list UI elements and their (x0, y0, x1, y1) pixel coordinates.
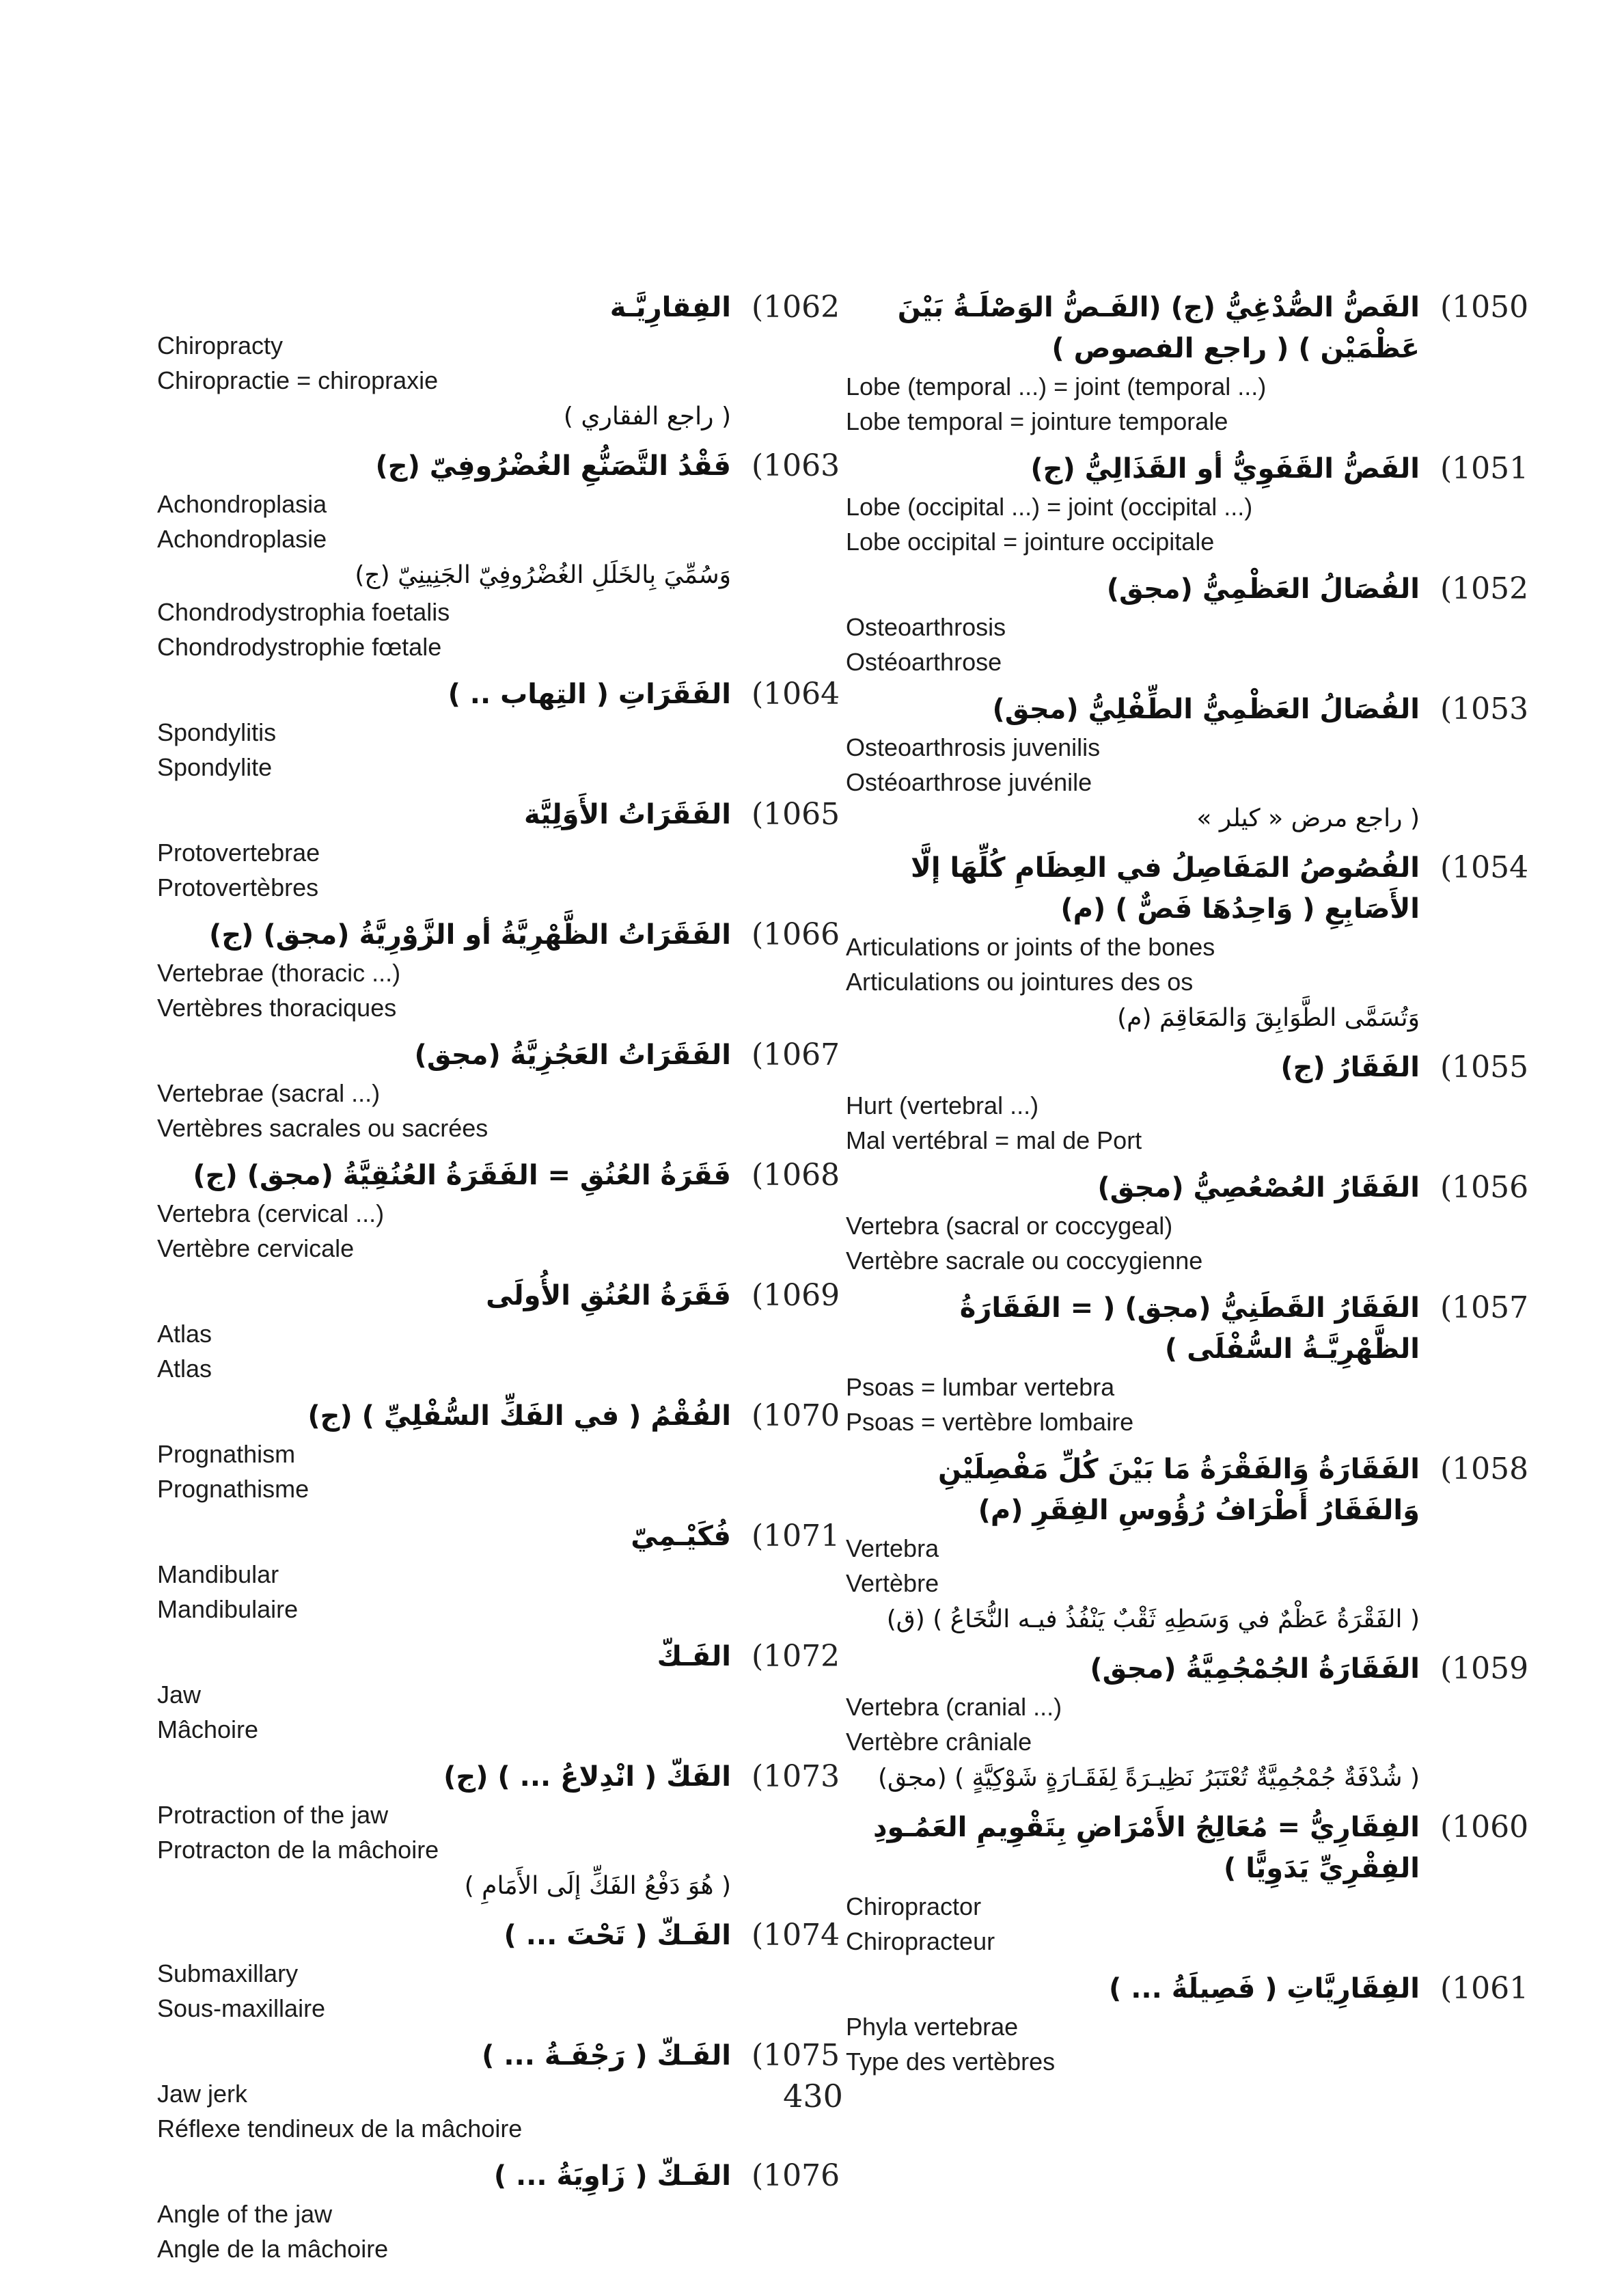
entry-number: (1051 (1440, 451, 1529, 486)
english-term: Vertebra (cervical ...) (157, 1199, 385, 1227)
entry-number: (1067 (752, 1037, 840, 1072)
dictionary-entry (846, 1968, 1543, 2079)
english-term: Achondroplasia (157, 490, 327, 518)
entry-number: (1075 (752, 2038, 840, 2073)
dictionary-entry (157, 674, 854, 785)
english-term: Vertebra (846, 1534, 939, 1562)
french-term: Chondrodystrophie fœtale (157, 633, 442, 661)
arabic-term: الفَـكّ ( رَجْفَـةُ ... ) (482, 2040, 731, 2071)
english-term: Articulations or joints of the bones (846, 933, 1215, 961)
arabic-term: الفَـكّ ( زَاوِيَةُ ... ) (493, 2160, 731, 2192)
french-term: Lobe temporal = jointure temporale (846, 407, 1228, 435)
english-term: Phyla vertebrae (846, 2013, 1019, 2041)
arabic-term: فَقَرَةُ العُنُقِ = الفَقَرَةُ العُنُقِيَّةُ (مجق) (ج) (193, 1160, 731, 1191)
arabic-term: الفِقَارِيَّاتِ ( فَصِيلَةُ ... ) (1109, 1973, 1420, 2004)
french-term: Vertèbre sacrale ou coccygienne (846, 1247, 1203, 1275)
dictionary-entry (157, 794, 854, 905)
entry-number: (1054 (1440, 850, 1529, 885)
entry-number: (1071 (752, 1519, 840, 1553)
entry-number: (1065 (752, 797, 840, 832)
english-term: Osteoarthrosis (846, 613, 1006, 641)
french-term: Vertèbre crâniale (846, 1728, 1032, 1756)
english-term: Lobe (temporal ...) = joint (temporal ...) (846, 372, 1267, 400)
arabic-term: الفَقَارَةُ وَالفَقْرَةُ مَا بَيْنَ كُلِّ مَفْصِلَيْنِ وَالفَقَارُ أَطْرَافُ رُؤُوسِ الفِقَرِ (م) (938, 1454, 1420, 1526)
entry-number: (1076 (752, 2158, 840, 2193)
dictionary-entry (846, 287, 1543, 439)
arabic-term: الفُصَالُ العَظْمِيُّ (مجق) (1106, 573, 1420, 605)
arabic-term: الفَقَرَاتُ الظَّهْرِيَّةُ أو الزَّوْرِيَّةُ (مجق) (ج) (209, 919, 731, 951)
french-term: Chiropractie = chiropraxie (157, 366, 439, 394)
dictionary-entry (157, 287, 854, 436)
entry-number: (1062 (752, 290, 840, 325)
english-term: Protraction of the jaw (157, 1801, 389, 1829)
arabic-term: الفَقَرَاتِ ( التِهاب .. ) (448, 679, 731, 710)
dictionary-entry (846, 448, 1543, 559)
arabic-term: الفَقَرَاتُ الأَوَلِيَّة (524, 799, 731, 830)
dictionary-entry (846, 569, 1543, 679)
french-term: Réflexe tendineux de la mâchoire (157, 2115, 523, 2143)
arabic-term: الفَصُّ القَفَوِيُّ أو القَذَالِيُّ (ج) (1030, 453, 1420, 485)
english-term: Submaxillary (157, 1959, 299, 1987)
arabic-term: الفَصُّ الصُّدْغِيُّ (ج) (الفَـصُّ الوَصْلَـةُ بَيْنَ عَظْمَيْن ) ( راجع الفصوص ) (897, 292, 1420, 364)
entry-number: (1052 (1440, 571, 1529, 606)
dictionary-entry (157, 1035, 854, 1145)
arabic-term: الفُصَالُ العَظْمِيُّ الطِّفْلِيُّ (مجق) (992, 694, 1420, 725)
french-term: Achondroplasie (157, 525, 327, 553)
entry-number: (1070 (752, 1398, 840, 1433)
entry-number: (1063 (752, 448, 840, 483)
arabic-term: الفِقارِيَّـة (609, 292, 731, 323)
entry-number: (1064 (752, 677, 840, 711)
dictionary-entry (157, 1636, 854, 1747)
french-term: Spondylite (157, 753, 273, 781)
french-term: Atlas (157, 1355, 212, 1383)
arabic-note: وَتُسَمَّى الطَّوَابِقَ وَالمَعَاقِمَ (م) (1117, 1004, 1420, 1032)
arabic-note: ( راجع الفقاري ) (563, 403, 731, 431)
dictionary-entry (157, 1396, 854, 1506)
entry-number: (1060 (1440, 1810, 1529, 1845)
dictionary-entry (157, 1516, 854, 1627)
english-term: Mandibular (157, 1560, 279, 1588)
english-term: Osteoarthrosis juvenilis (846, 733, 1101, 761)
english-term: Chiropracty (157, 331, 284, 359)
dictionary-entry (157, 1155, 854, 1266)
entry-number: (1053 (1440, 692, 1529, 726)
dictionary-entry (157, 2035, 854, 2146)
french-term: Protovertèbres (157, 873, 319, 901)
french-term: Vertèbre (846, 1569, 939, 1597)
arabic-note: ( راجع مرض « كيلر » (1196, 804, 1420, 832)
english-term: Spondylitis (157, 718, 277, 746)
entry-number: (1057 (1440, 1290, 1529, 1325)
dictionary-entry (846, 689, 1543, 838)
arabic-note: ( هُوَ دَفْعُ الفَكِّ إلَى الأَمَامِ ) (464, 1872, 731, 1900)
arabic-term: الفَكّ ( انْدِلاعُ ... ) (ج) (443, 1761, 731, 1793)
dictionary-entry (157, 1275, 854, 1386)
english-term: Lobe (occipital ...) = joint (occipital ...) (846, 493, 1253, 521)
entry-number: (1056 (1440, 1170, 1529, 1205)
french-term: Articulations ou jointures des os (846, 968, 1194, 996)
dictionary-entry (846, 1449, 1543, 1639)
entry-number: (1068 (752, 1158, 840, 1193)
entry-number: (1055 (1440, 1050, 1529, 1085)
french-term: Lobe occipital = jointure occipitale (846, 528, 1215, 556)
dictionary-entry (846, 847, 1543, 1037)
english-term: Jaw jerk (157, 2080, 248, 2108)
english-term: Chondrodystrophia foetalis (157, 598, 450, 626)
dictionary-entry (157, 2156, 854, 2266)
dictionary-entry (846, 1807, 1543, 1959)
french-term: Vertèbre cervicale (157, 1234, 355, 1262)
arabic-term: الفَقَارُ العُصْعُصِيُّ (مجق) (1097, 1172, 1420, 1204)
french-term: Ostéoarthrose juvénile (846, 768, 1092, 796)
english-term: Vertebrae (thoracic ...) (157, 959, 401, 987)
english-term: Psoas = lumbar vertebra (846, 1373, 1115, 1401)
french-term: Psoas = vertèbre lombaire (846, 1408, 1134, 1436)
french-term: Vertèbres sacrales ou sacrées (157, 1114, 488, 1142)
french-term: Type des vertèbres (846, 2048, 1056, 2076)
left-column (157, 287, 854, 2276)
english-term: Prognathism (157, 1440, 296, 1468)
arabic-term: فُكَيْـمِيّ (631, 1521, 731, 1552)
arabic-term: فَقَرَةُ العُنُقِ الأُولَى (486, 1280, 731, 1311)
dictionary-entry (846, 1288, 1543, 1439)
entry-number: (1061 (1440, 1971, 1529, 2006)
french-term: Sous-maxillaire (157, 1994, 326, 2022)
arabic-note: وَسُمِّيَ بِالخَلَلِ الغُضْرُوفِيّ الجَنِينِيّ (ج) (355, 561, 731, 589)
dictionary-entry (846, 1047, 1543, 1158)
entry-number: (1069 (752, 1278, 840, 1313)
entry-number: (1058 (1440, 1452, 1529, 1486)
arabic-term: الفُقْمُ ( في الفَكِّ السُّفْلِيِّ ) (ج) (307, 1400, 731, 1432)
arabic-term: الفَقَارُ (ج) (1280, 1052, 1420, 1083)
english-term: Jaw (157, 1681, 202, 1709)
arabic-term: الفَقَارَةُ الجُمْجُمِيَّةُ (مجق) (1090, 1653, 1420, 1685)
dictionary-entry (846, 1648, 1543, 1797)
english-term: Atlas (157, 1320, 212, 1348)
dictionary-entry (157, 914, 854, 1025)
english-term: Angle of the jaw (157, 2200, 333, 2228)
french-term: Angle de la mâchoire (157, 2235, 389, 2263)
english-term: Vertebra (cranial ...) (846, 1693, 1062, 1721)
french-term: Protracton de la mâchoire (157, 1836, 439, 1864)
english-term: Protovertebrae (157, 839, 320, 867)
arabic-term: الفَـكّ (657, 1641, 731, 1672)
dictionary-entry (157, 1915, 854, 2026)
arabic-term: فَقْدُ التَّصَنُّعِ الغُضْرُوفِيّ (ج) (375, 450, 731, 482)
arabic-term: الفُصُوصُ المَفَاصِلُ في العِظَامِ كُلِّهَا إلَّا الأَصَابِعِ ( وَاحِدُهَا فَصٌّ ) (م) (911, 852, 1420, 925)
entry-number: (1050 (1440, 290, 1529, 325)
french-term: Prognathisme (157, 1475, 309, 1503)
arabic-note: ( شُدْفَةٌ جُمْجُمِيَّةٌ تُعْتَبَرُ نَظِيـرَةً لِفَقَـارَةٍ شَوْكِيَّةٍ ) (مجق) (877, 1764, 1420, 1792)
english-term: Hurt (vertebral ...) (846, 1091, 1039, 1119)
dictionary-entry (157, 446, 854, 664)
arabic-term: الفَقَرَاتُ العَجُزِيَّةُ (مجق) (414, 1039, 731, 1071)
arabic-term: الفَـكّ ( تَحْتَ ... ) (504, 1920, 731, 1951)
french-term: Vertèbres thoraciques (157, 994, 397, 1022)
french-term: Ostéoarthrose (846, 648, 1002, 676)
arabic-term: الفِقَارِيُّ = مُعَالِجُ الأَمْرَاضِ بِتَقْوِيمِ العَمُـودِ الفِقْرِيِّ يَدَوِيًّا ) (872, 1812, 1420, 1884)
arabic-note: ( الفَقْرَةُ عَظْمٌ في وَسَطِهِ ثَقْبٌ يَنْفُذُ فيـه النُّخَاعُ ) (ق) (886, 1605, 1420, 1633)
dictionary-entry (157, 1756, 854, 1905)
page-number: 430 (783, 2078, 843, 2115)
arabic-term: الفَقَارُ القَطَنِيُّ (مجق) ( = الفَقَارَةُ الظَّهْرِيَّـةُ السُّفْلَى ) (959, 1292, 1420, 1365)
right-column (846, 287, 1543, 2089)
english-term: Chiropractor (846, 1892, 982, 1920)
entry-number: (1066 (752, 917, 840, 952)
french-term: Mandibulaire (157, 1595, 299, 1623)
french-term: Mâchoire (157, 1715, 259, 1743)
french-term: Mal vertébral = mal de Port (846, 1126, 1142, 1154)
dictionary-entry (846, 1167, 1543, 1278)
entry-number: (1072 (752, 1639, 840, 1674)
english-term: Vertebrae (sacral ...) (157, 1079, 381, 1107)
english-term: Vertebra (sacral or coccygeal) (846, 1212, 1173, 1240)
entry-number: (1059 (1440, 1651, 1529, 1686)
entry-number: (1073 (752, 1759, 840, 1794)
entry-number: (1074 (752, 1918, 840, 1953)
french-term: Chiropracteur (846, 1927, 995, 1955)
